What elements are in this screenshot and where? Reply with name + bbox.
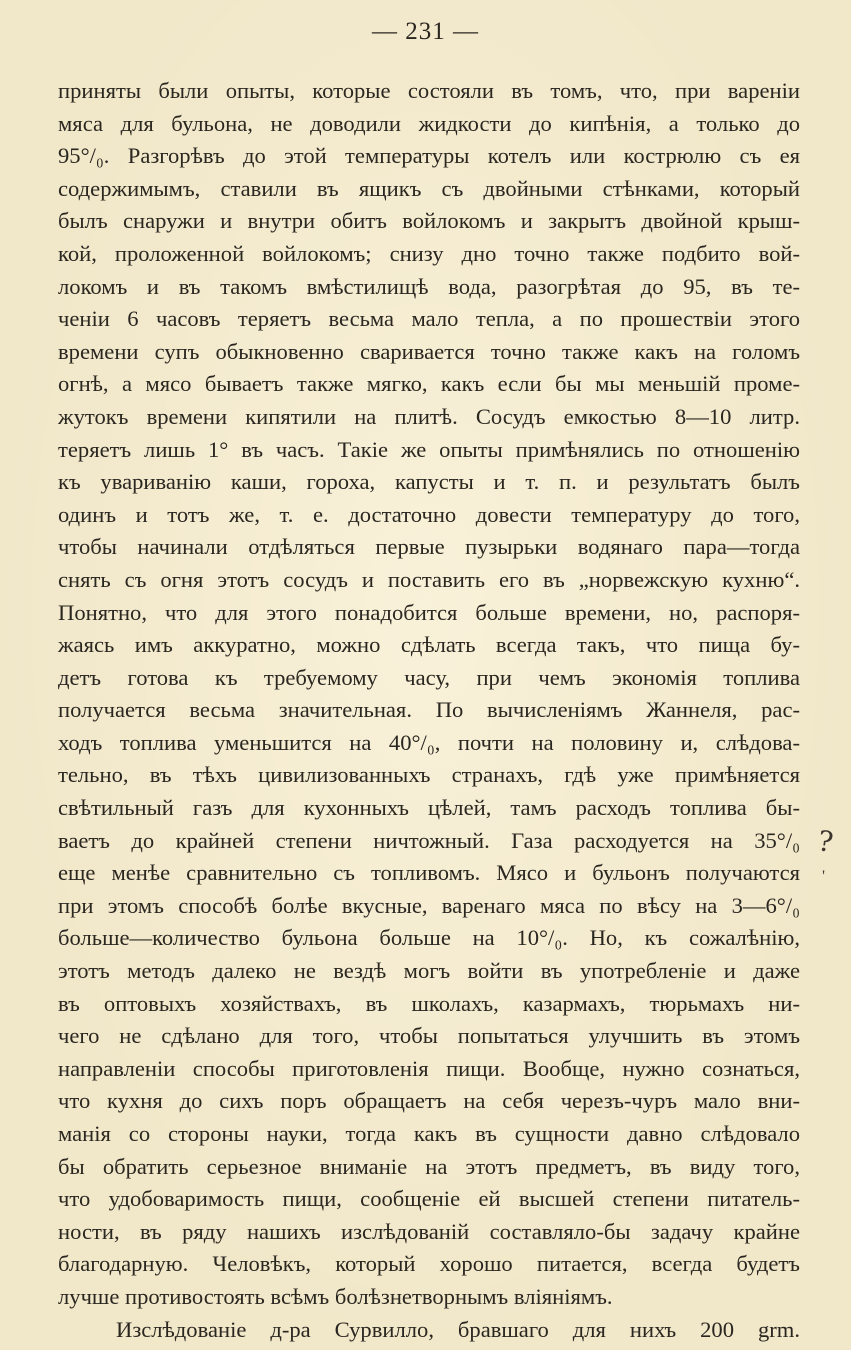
text-line: свѣтильный газъ для кухонныхъ цѣлей, тамъ расходъ топлива бы-: [58, 795, 800, 821]
text-line: лучше противостоять всѣмъ болѣзнетворнымъ вліяніямъ.: [58, 1283, 613, 1309]
text-line: что удобоваримость пищи, сообщеніе ей высшей степени питатель-: [58, 1186, 800, 1212]
text-line: содержимымъ, ставили въ ящикъ съ двойными стѣнками, который: [58, 175, 800, 201]
text-line: приняты были опыты, которые состояли въ томъ, что, при вареніи: [58, 78, 800, 103]
text-line: манія со стороны науки, тогда какъ въ сущности давно слѣдовало: [58, 1121, 800, 1146]
text-line: благодарную. Человѣкъ, который хорошо питается, всегда будетъ: [58, 1251, 800, 1277]
text-line: этотъ методъ далеко не вездѣ могъ войти въ употребленіе и даже: [58, 958, 800, 984]
text-line: одинъ и тотъ же, т. е. достаточно довести температуру до того,: [58, 501, 800, 527]
text-line: получается весьма значительная. По вычисленіямъ Жаннеля, рас-: [58, 697, 800, 723]
text-line: чтобы начинали отдѣляться первые пузырьки водянаго пара—тогда: [58, 534, 800, 560]
text-line: кой, проложенной войлокомъ; снизу дно точно также подбито вой-: [58, 240, 800, 266]
page-number: — 231 —: [372, 18, 479, 45]
text-line: при этомъ способѣ болѣе вкусные, варенаго мяса по вѣсу на 3—6°/₀: [58, 892, 800, 918]
text-line: локомъ и въ такомъ вмѣстилищѣ вода, разогрѣтая до 95, въ те-: [58, 273, 800, 299]
text-line: жутокъ времени кипятили на плитѣ. Сосудъ емкостью 8—10 литр.: [58, 403, 800, 429]
text-line: направленіи способы приготовленія пищи. Вообще, нужно сознаться,: [58, 1055, 800, 1081]
text-line: былъ снаружи и внутри обитъ войлокомъ и закрытъ двойной крыш-: [58, 208, 800, 234]
body-text: [58, 75, 800, 1346]
text-line: детъ готова къ требуемому часу, при чемъ экономія топлива: [58, 664, 800, 690]
text-line: времени супъ обыкновенно сваривается точно также какъ на голомъ: [58, 338, 800, 364]
text-line: мяса для бульона, не доводили жидкости до кипѣнія, а только до: [58, 110, 800, 136]
text-line: ваетъ до крайней степени ничтожный. Газа расходуется на 35°/₀: [58, 827, 800, 853]
text-line: Изслѣдованіе д-ра Сурвилло, бравшаго для нихъ 200 grm.: [116, 1316, 800, 1342]
text-line: ности, въ ряду нашихъ изслѣдованій составляло-бы задачу крайне: [58, 1218, 800, 1244]
text-line: еще менѣе сравнительно съ топливомъ. Мясо и бульонъ получаются: [58, 860, 800, 886]
text-line: въ оптовыхъ хозяйствахъ, въ школахъ, казармахъ, тюрьмахъ ни-: [58, 990, 800, 1016]
text-line: ченіи 6 часовъ теряетъ весьма мало тепла, а по прошествіи этого: [58, 306, 800, 332]
text-line: тельно, въ тѣхъ цивилизованныхъ странахъ, гдѣ уже примѣняется: [58, 762, 800, 788]
text-line: 95°/₀. Разгорѣвъ до этой температуры котелъ или кострюлю съ ея: [58, 143, 800, 169]
text-line: ходъ топлива уменьшится на 40°/₀, почти на половину и, слѣдова-: [58, 729, 800, 755]
text-line: больше—количество бульона больше на 10°/₀. Но, къ сожалѣнію,: [58, 925, 800, 951]
text-line: Понятно, что для этого понадобится больше времени, но, распоря-: [58, 599, 800, 625]
text-line: огнѣ, а мясо бываетъ также мягко, какъ если бы мы меньшій проме-: [58, 371, 800, 397]
text-line: снять съ огня этотъ сосудъ и поставить его въ „норвежскую кухню“.: [58, 566, 800, 592]
text-line: жаясь имъ аккуратно, можно сдѣлать всегда такъ, что пища бу-: [58, 632, 800, 658]
text-line: бы обратить серьезное вниманіе на этотъ предметъ, въ виду того,: [58, 1153, 800, 1179]
margin-tick-mark: ': [822, 868, 825, 885]
text-line: чего не сдѣлано для того, чтобы попытаться улучшить въ этомъ: [58, 1023, 800, 1049]
text-line: что кухня до сихъ поръ обращаетъ на себя черезъ-чуръ мало вни-: [58, 1088, 800, 1114]
text-line: теряетъ лишь 1° въ часъ. Такіе же опыты примѣнялись по отношенію: [58, 436, 800, 462]
text-line: къ увариванію каши, гороха, капусты и т. п. и результатъ былъ: [58, 469, 800, 495]
margin-question-mark: ?: [815, 824, 836, 859]
